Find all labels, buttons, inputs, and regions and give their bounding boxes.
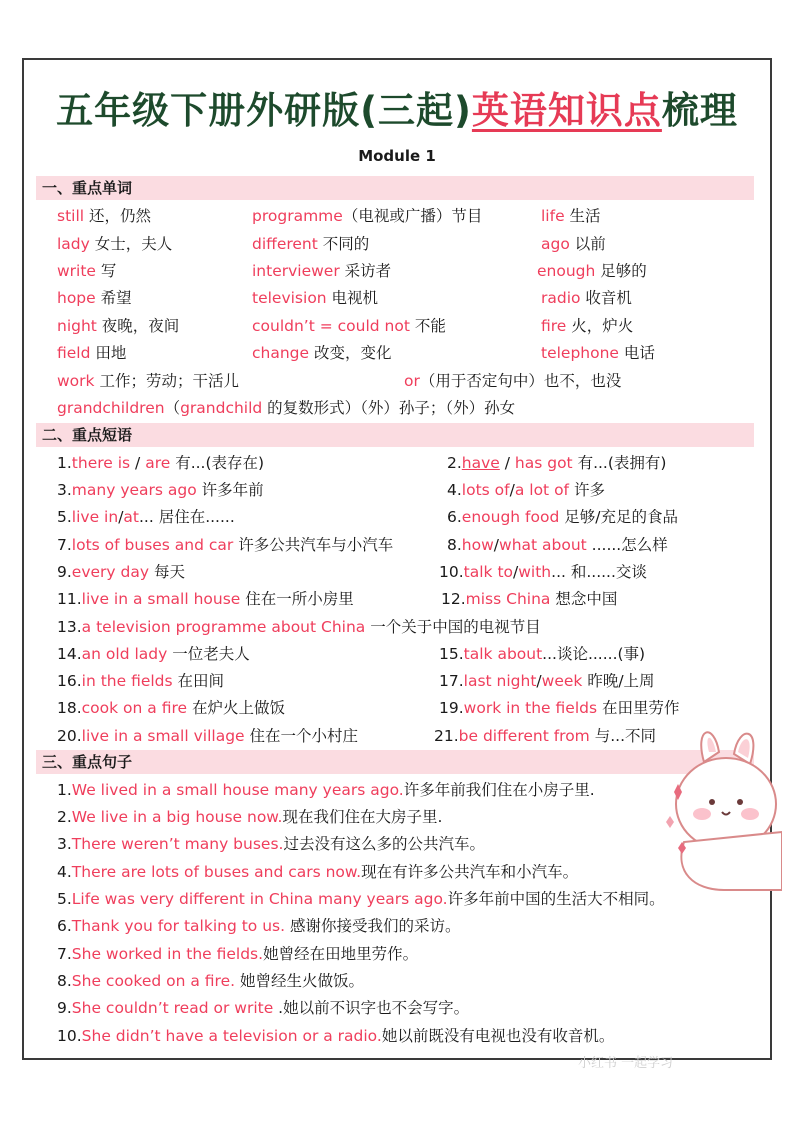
word-item: enough 足够的 <box>537 262 647 280</box>
section-phrases-heading: 二、重点短语 <box>36 423 754 447</box>
word-item: telephone 电话 <box>541 344 655 362</box>
word-item: change 改变，变化 <box>252 344 392 362</box>
phrase-item: 17.last night/week 昨晚/上周 <box>439 672 655 690</box>
phrase-item: 4.lots of/a lot of 许多 <box>447 481 605 499</box>
sentence-item: 4.There are lots of buses and cars now.现在有许多公共汽车和小汽车。 <box>57 863 579 881</box>
word-item: couldn’t = could not 不能 <box>252 317 446 335</box>
sentence-item: 8.She cooked on a fire. 她曾经生火做饭。 <box>57 972 364 990</box>
word-item: ago 以前 <box>541 235 606 253</box>
word-item: life 生活 <box>541 207 601 225</box>
section-sentences-heading: 三、重点句子 <box>36 750 754 774</box>
phrase-item: 16.in the fields 在田间 <box>57 672 225 690</box>
word-item: field 田地 <box>57 344 127 362</box>
phrase-item: 6.enough food 足够/充足的食品 <box>447 508 678 526</box>
title-part-3: 梳理 <box>661 89 738 132</box>
phrase-item: 3.many years ago 许多年前 <box>57 481 264 499</box>
word-item: interviewer 采访者 <box>252 262 392 280</box>
sentence-item: 9.She couldn’t read or write .她以前不识字也不会写字。 <box>57 999 470 1017</box>
phrase-item: 19.work in the fields 在田里劳作 <box>439 699 680 717</box>
word-item: grandchildren（grandchild 的复数形式）（外）孙子；（外）孙女 <box>57 399 516 417</box>
phrase-item: 8.how/what about ......怎么样 <box>447 536 668 554</box>
word-item: night 夜晚，夜间 <box>57 317 180 335</box>
phrase-item: 9.every day 每天 <box>57 563 185 581</box>
phrase-item: 13.a television programme about China 一个关于中国的电视节目 <box>57 618 541 636</box>
title-part-2: 英语知识点 <box>471 89 662 132</box>
word-item: programme（电视或广播）节目 <box>252 207 483 225</box>
phrase-item: 1.there is / are 有...(表存在) <box>57 454 265 472</box>
bunny-sticker-icon <box>664 722 782 892</box>
sentence-item: 7.She worked in the fields.她曾经在田地里劳作。 <box>57 945 419 963</box>
word-item: television 电视机 <box>252 289 379 307</box>
word-item: still 还，仍然 <box>57 207 152 225</box>
watermark: 小红书 一起学习 <box>578 1056 674 1071</box>
word-item: write 写 <box>57 262 117 280</box>
section-words-heading: 一、重点单词 <box>36 176 754 200</box>
phrase-item: 14.an old lady 一位老夫人 <box>57 645 250 663</box>
word-item: lady 女士，夫人 <box>57 235 173 253</box>
phrase-item: 21.be different from 与...不同 <box>434 727 657 745</box>
sentence-item: 2.We live in a big house now.现在我们住在大房子里. <box>57 808 443 826</box>
sentence-item: 5.Life was very different in China many years ago.许多年前中国的生活大不相同。 <box>57 890 665 908</box>
module-heading: Module 1 <box>358 147 436 165</box>
page-title <box>0 80 794 134</box>
phrase-item: 10.talk to/with... 和......交谈 <box>439 563 647 581</box>
phrase-item: 11.live in a small house 住在一所小房里 <box>57 590 354 608</box>
sentence-item: 1.We lived in a small house many years ago.许多年前我们住在小房子里. <box>57 781 595 799</box>
phrase-item: 20.live in a small village 住在一个小村庄 <box>57 727 359 745</box>
word-item: fire 火，炉火 <box>541 317 634 335</box>
phrase-item: 18.cook on a fire 在炉火上做饭 <box>57 699 285 717</box>
word-item: or（用于否定句中）也不，也没 <box>404 372 622 390</box>
word-item: different 不同的 <box>252 235 370 253</box>
word-item: radio 收音机 <box>541 289 632 307</box>
word-item: work 工作；劳动；干活儿 <box>57 372 239 390</box>
phrase-item: 2.have / has got 有...(表拥有) <box>447 454 667 472</box>
sentence-item: 6.Thank you for talking to us. 感谢你接受我们的采访。 <box>57 917 461 935</box>
sentence-item: 3.There weren’t many buses.过去没有这么多的公共汽车。 <box>57 835 485 853</box>
word-item: hope 希望 <box>57 289 132 307</box>
sentence-item: 10.She didn’t have a television or a radio.她以前既没有电视也没有收音机。 <box>57 1027 615 1045</box>
phrase-item: 7.lots of buses and car 许多公共汽车与小汽车 <box>57 536 394 554</box>
phrase-item: 15.talk about...谈论......(事) <box>439 645 646 663</box>
title-part-1: 五年级下册外研版(三起) <box>56 89 472 132</box>
phrase-item: 12.miss China 想念中国 <box>441 590 618 608</box>
phrase-item: 5.live in/at... 居住在...... <box>57 508 235 526</box>
